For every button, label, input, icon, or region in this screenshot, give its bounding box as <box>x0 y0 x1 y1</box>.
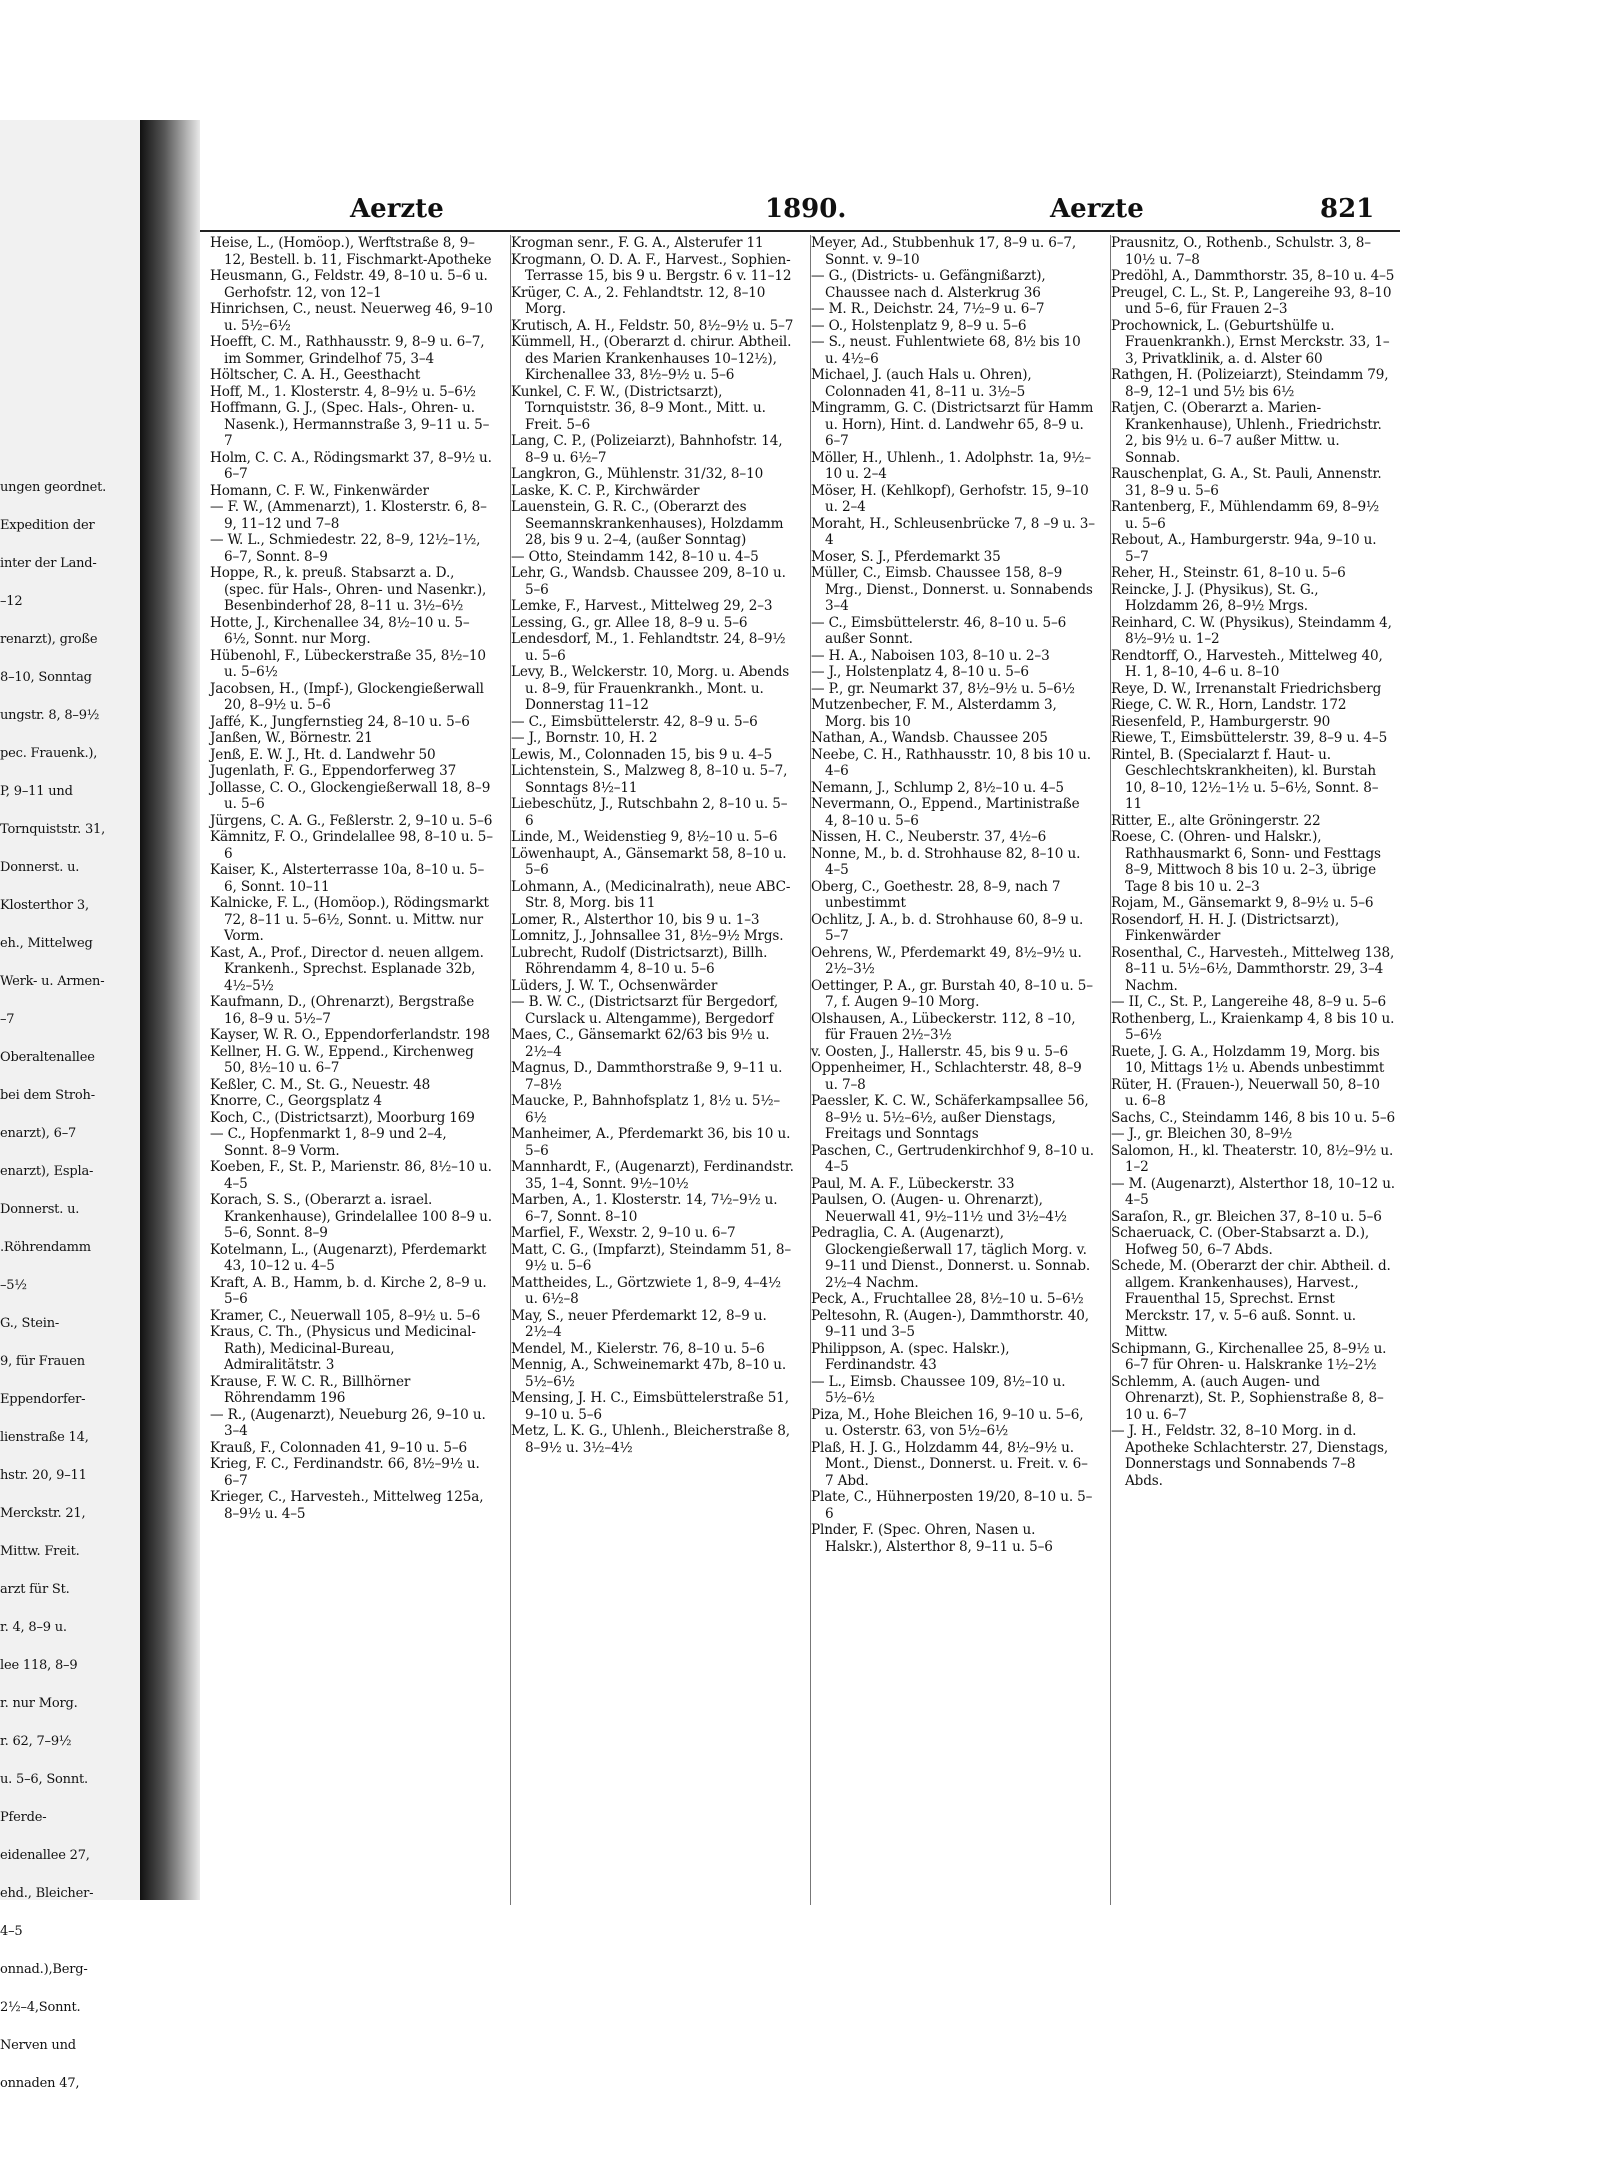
header-right-title: Aerzte <box>1050 194 1144 224</box>
directory-entry: Kraus, C. Th., (Physicus und Medicinal-Rath), Medicinal-Bureau, Admiralitätstr. 3 <box>210 1324 476 1373</box>
directory-entry: Mensing, J. H. C., Eimsbüttelerstraße 51, 9–10 u. 5–6 <box>511 1390 789 1423</box>
directory-entry: — J., Bornstr. 10, H. 2 <box>511 730 658 746</box>
directory-entry: Krogmann, O. D. A. F., Harvest., Sophien-Terrasse 15, bis 9 u. Bergstr. 6 v. 11–12 <box>511 251 792 284</box>
directory-entry: Rosenthal, C., Harvesteh., Mittelweg 138, 8–11 u. 5½–6½, Dammthorstr. 29, 3–4 Nachm. <box>1111 944 1395 994</box>
header-left-title: Aerzte <box>350 194 444 224</box>
directory-entry: Paul, M. A. F., Lübeckerstr. 33 <box>811 1175 1015 1192</box>
directory-entry: Pedraglia, C. A. (Augenarzt), Glockengießerwall 17, täglich Morg. v. 9–11 und Dienst., Donnerst. u. Sonnab. 2½–4 Nachm. <box>811 1225 1091 1291</box>
directory-entry: Knorre, C., Georgsplatz 4 <box>210 1093 382 1109</box>
directory-entry: Kramer, C., Neuerwall 105, 8–9½ u. 5–6 <box>210 1307 481 1324</box>
directory-entry: Reinhard, C. W. (Physikus), Steindamm 4, 8½–9½ u. 1–2 <box>1111 614 1392 647</box>
directory-entry: Mattheides, L., Görtzwiete 1, 8–9, 4–4½ u. 6½–8 <box>511 1274 781 1307</box>
left-page-text-fragment: Merckstr. 21, <box>0 1506 86 1521</box>
directory-entry: Nonne, M., b. d. Strohhause 82, 8–10 u. 4–5 <box>811 845 1081 878</box>
directory-entry: Mingramm, G. C. (Districtsarzt für Hamm u. Horn), Hint. d. Landwehr 65, 8–9 u. 6–7 <box>811 400 1094 449</box>
left-page-text-fragment: hstr. 20, 9–11 <box>0 1468 87 1483</box>
directory-entry: Meyer, Ad., Stubbenhuk 17, 8–9 u. 6–7, Sonnt. v. 9–10 <box>811 235 1077 268</box>
directory-entry: Riesenfeld, P., Hamburgerstr. 90 <box>1111 713 1331 730</box>
left-page-text-fragment: ungen geordnet. <box>0 480 107 495</box>
directory-column-4 <box>1110 235 1395 1905</box>
page-number: 821 <box>1320 194 1375 224</box>
directory-entry: Moraht, H., Schleusenbrücke 7, 8 –9 u. 3–4 <box>811 515 1095 548</box>
directory-entry: Moser, S. J., Pferdemarkt 35 <box>811 548 1001 565</box>
directory-entry: — F. W., (Ammenarzt), 1. Klosterstr. 6, 8–9, 11–12 und 7–8 <box>210 499 487 532</box>
directory-entry: Liebeschütz, J., Rutschbahn 2, 8–10 u. 5–6 <box>511 796 788 829</box>
left-page-text-fragment: Mittw. Freit. <box>0 1544 80 1559</box>
directory-entry: Piza, M., Hohe Bleichen 16, 9–10 u. 5–6, u. Osterstr. 63, von 5½–6½ <box>811 1406 1084 1439</box>
directory-entry: May, S., neuer Pferdemarkt 12, 8–9 u. 2½–4 <box>511 1307 767 1340</box>
directory-entry: — L., Eimsb. Chaussee 109, 8½–10 u. 5½–6½ <box>811 1373 1066 1406</box>
directory-entry: Schipmann, G., Kirchenallee 25, 8–9½ u. 6–7 für Ohren- u. Halskranke 1½–2½ <box>1111 1340 1387 1373</box>
directory-entry: Nemann, J., Schlump 2, 8½–10 u. 4–5 <box>811 779 1064 796</box>
left-page-text-fragment: Nerven und <box>0 2038 76 2053</box>
directory-entry: Matt, C. G., (Impfarzt), Steindamm 51, 8–9½ u. 5–6 <box>511 1241 792 1274</box>
directory-entry: Rendtorff, O., Harvestеh., Mittelweg 40, H. 1, 8–10, 4–6 u. 8–10 <box>1111 647 1383 680</box>
page-header <box>200 190 1400 232</box>
directory-entry: Nevermann, O., Eppend., Martinistraße 4, 8–10 u. 5–6 <box>811 796 1080 829</box>
left-page-text-fragment: –12 <box>0 594 23 609</box>
left-page-edge <box>0 120 142 2091</box>
directory-entry: Ochlitz, J. A., b. d. Strohhause 60, 8–9 u. 5–7 <box>811 911 1084 944</box>
directory-entry: Rantenberg, F., Mühlendamm 69, 8–9½ u. 5–6 <box>1111 499 1379 532</box>
left-page-text-fragment: eh., Mittelweg <box>0 936 93 951</box>
directory-entry: Krieg, F. C., Ferdinandstr. 66, 8½–9½ u. 6–7 <box>210 1456 480 1489</box>
directory-entry: Koch, C., (Districtsarzt), Moorburg 169 <box>210 1109 475 1126</box>
left-page-text-fragment: Donnerst. u. <box>0 1202 80 1217</box>
directory-entry: Kümmell, H., (Oberarzt d. chirur. Abtheil. des Marien Krankenhauses 10–12½), Kirchenallee 33, 8½–9½ u. 5–6 <box>511 334 792 383</box>
directory-entry: Holm, C. C. A., Rödingsmarkt 37, 8–9½ u. 6–7 <box>210 449 492 482</box>
directory-entry: — B. W. C., (Districtsarzt für Bergedorf, Curslack u. Altengamme), Bergedorf <box>511 994 779 1027</box>
directory-entry: Predöhl, A., Dammthorstr. 35, 8–10 u. 4–5 <box>1111 268 1395 284</box>
directory-entry: Marben, A., 1. Klosterstr. 14, 7½–9½ u. 6–7, Sonnt. 8–10 <box>511 1192 778 1225</box>
directory-entry: Ruete, J. G. A., Holzdamm 19, Morg. bis 10, Mittags 1½ u. Abends unbestimmt <box>1111 1043 1385 1076</box>
directory-entry: Lomnitz, J., Johnsallee 31, 8½–9½ Mrgs. <box>511 928 784 944</box>
directory-entry: Riewe, T., Eimsbüttelerstr. 39, 8–9 u. 4–5 <box>1111 730 1388 746</box>
left-page-text-fragment: 2½–4,Sonnt. <box>0 2000 81 2015</box>
directory-entry: Heise, L., (Homöop.), Werftstraße 8, 9–12, Bestell. b. 11, Fischmarkt-Apotheke <box>210 235 492 268</box>
directory-entry: Maes, C., Gänsemarkt 62/63 bis 9½ u. 2½–4 <box>511 1027 770 1060</box>
directory-entry: Janßen, W., Börnestr. 21 <box>210 730 373 746</box>
directory-entry: Reincke, J. J. (Physikus), St. G., Holzdamm 26, 8–9½ Mrgs. <box>1111 581 1319 614</box>
directory-entry: v. Oosten, J., Hallerstr. 45, bis 9 u. 5–6 <box>811 1043 1069 1060</box>
directory-entry: Prausnitz, O., Rothenb., Schulstr. 3, 8–10½ u. 7–8 <box>1111 235 1371 268</box>
directory-entry: Kunkel, C. F. W., (Districtsarzt), Tornquiststr. 36, 8–9 Mont., Mitt. u. Freit. 5–6 <box>511 383 766 433</box>
directory-entry: — J., Holstenplatz 4, 8–10 u. 5–6 <box>811 664 1029 680</box>
directory-page <box>200 150 1410 1930</box>
directory-entry: Kaufmann, D., (Ohrenarzt), Bergstraße 16, 8–9 u. 5½–7 <box>210 994 475 1027</box>
left-page-text-fragment: lienstraße 14, <box>0 1430 89 1445</box>
directory-entry: Kellner, H. G. W., Eppend., Kirchenweg 50, 8½–10 u. 6–7 <box>210 1043 474 1076</box>
left-page-text-fragment: ehd., Bleicher- <box>0 1886 94 1901</box>
directory-columns <box>210 235 1400 1905</box>
directory-entry: Manheimer, A., Pferdemarkt 36, bis 10 u. 5–6 <box>511 1126 791 1159</box>
directory-entry: Ratjen, C. (Oberarzt a. Marien-Krankenhause), Uhlenh., Friedrichstr. 2, bis 9½ u. 6–7 außer Mittw. u. Sonnab. <box>1111 400 1382 466</box>
directory-entry: — R., (Augenarzt), Neueburg 26, 9–10 u. 3–4 <box>210 1406 486 1439</box>
directory-entry: Schede, M. (Oberarzt der chir. Abtheil. d. allgem. Krankenhauses), Harvest., Frauenthal 15, Sprechst. Ernst Merckstr. 17, v. 5–6 auß. Sonnt. u. Mittw. <box>1111 1258 1391 1340</box>
directory-entry: Koeben, F., St. P., Marienstr. 86, 8½–10 u. 4–5 <box>210 1159 492 1192</box>
left-page-text-fragment: Werk- u. Armen- <box>0 974 105 989</box>
directory-entry: — S., neust. Fuhlentwiete 68, 8½ bis 10 u. 4½–6 <box>811 334 1081 367</box>
left-page-text-fragment: –5½ <box>0 1278 27 1293</box>
directory-entry: Keßler, C. M., St. G., Neuestr. 48 <box>210 1076 431 1093</box>
directory-entry: Lubrecht, Rudolf (Districtsarzt), Billh. Röhrendamm 4, 8–10 u. 5–6 <box>511 944 768 977</box>
directory-entry: Roese, C. (Ohren- und Halskr.), Rathhausmarkt 6, Sonn- und Festtags 8–9, Mittwoch 8 bis 10 u. 2–3, übrige Tage 8 bis 10 u. 2–3 <box>1111 829 1381 895</box>
left-page-text-fragment: .Röhrendamm <box>0 1240 91 1255</box>
directory-entry: — J., gr. Bleichen 30, 8–9½ <box>1111 1126 1292 1142</box>
left-page-text-fragment: r. 4, 8–9 u. <box>0 1620 67 1635</box>
directory-entry: Lemke, F., Harvest., Mittelweg 29, 2–3 <box>511 598 773 614</box>
directory-entry: Rosendorf, H. H. J. (Districtsarzt), Finkenwärder <box>1111 911 1340 944</box>
left-page-text-fragment: Klosterthor 3, <box>0 898 89 913</box>
left-page-text-fragment: lee 118, 8–9 <box>0 1658 78 1673</box>
directory-entry: Ritter, E., alte Gröningerstr. 22 <box>1111 812 1321 829</box>
directory-entry: Paulsen, O. (Augen- u. Ohrenarzt), Neuerwall 41, 9½–11½ und 3½–4½ <box>811 1192 1067 1225</box>
directory-entry: Krause, F. W. C. R., Billhörner Röhrendamm 196 <box>210 1373 411 1406</box>
directory-column-1 <box>210 235 494 1905</box>
directory-entry: — O., Holstenplatz 9, 8–9 u. 5–6 <box>811 317 1027 334</box>
left-page-text-fragment: 8–10, Sonntag <box>0 670 92 685</box>
directory-entry: Nathan, A., Wandsb. Chaussee 205 <box>811 730 1048 746</box>
left-page-text-fragment: eidenallee 27, <box>0 1848 90 1863</box>
directory-entry: Oberg, C., Goethestr. 28, 8–9, nach 7 unbestimmt <box>811 878 1061 911</box>
directory-entry: Peck, A., Fruchtallee 28, 8½–10 u. 5–6½ <box>811 1291 1084 1307</box>
directory-entry: Jürgens, C. A. G., Feßlerstr. 2, 9–10 u. 5–6 <box>210 812 493 829</box>
directory-entry: Mendel, M., Kielerstr. 76, 8–10 u. 5–6 <box>511 1340 765 1357</box>
directory-entry: Kotelmann, L., (Augenarzt), Pferdemarkt 43, 10–12 u. 4–5 <box>210 1241 487 1274</box>
left-page-text-fragment: bei dem Stroh- <box>0 1088 95 1103</box>
left-page-text-fragment: 9, für Frauen <box>0 1354 85 1369</box>
directory-entry: Jugenlath, F. G., Eppendorferweg 37 <box>210 763 457 779</box>
directory-entry: Hoefft, C. M., Rathhausstr. 9, 8–9 u. 6–7, im Sommer, Grindelhof 75, 3–4 <box>210 334 485 367</box>
directory-entry: Lomer, R., Alsterthor 10, bis 9 u. 1–3 <box>511 911 760 928</box>
directory-entry: — P., gr. Neumarkt 37, 8½–9½ u. 5–6½ <box>811 680 1075 697</box>
left-page-text-fragment: Expedition der <box>0 518 95 533</box>
directory-entry: Kast, A., Prof., Director d. neuen allgem. Krankenh., Sprechst. Esplanade 32b, 4½–5½ <box>210 944 484 994</box>
directory-entry: — W. L., Schmiedestr. 22, 8–9, 12½–1½, 6–7, Sonnt. 8–9 <box>210 532 481 565</box>
directory-entry: Lichtenstein, S., Malzweg 8, 8–10 u. 5–7, Sonntags 8½–11 <box>511 763 788 796</box>
directory-entry: Oehrens, W., Pferdemarkt 49, 8½–9½ u. 2½–3½ <box>811 944 1082 977</box>
directory-entry: Jollasse, C. O., Glockengießerwall 18, 8–9 u. 5–6 <box>210 779 491 812</box>
directory-entry: Plnder, F. (Spec. Ohren, Nasen u. Halskr.), Alsterthor 8, 9–11 u. 5–6 <box>811 1522 1053 1555</box>
directory-entry: Hübenohl, F., Lübeckerstraße 35, 8½–10 u. 5–6½ <box>210 647 486 680</box>
directory-entry: Langkron, G., Mühlenstr. 31/32, 8–10 <box>511 466 764 482</box>
directory-entry: — G., (Districts- u. Gefängnißarzt), Chaussee nach d. Alsterkrug 36 <box>811 268 1046 301</box>
directory-entry: Lauenstein, G. R. C., (Oberarzt des Seemannskrankenhauses), Holzdamm 28, bis 9 u. 2–4, (außer Sonntag) <box>511 499 784 548</box>
directory-entry: Krauß, F., Colonnaden 41, 9–10 u. 5–6 <box>210 1439 468 1456</box>
directory-entry: Sachs, C., Steindamm 146, 8 bis 10 u. 5–6 <box>1111 1109 1395 1126</box>
directory-entry: Krutisch, A. H., Feldstr. 50, 8½–9½ u. 5–7 <box>511 317 794 334</box>
directory-entry: Rojam, M., Gänsemarkt 9, 8–9½ u. 5–6 <box>1111 895 1374 911</box>
left-page-text-fragment: Eppendorfer- <box>0 1392 86 1407</box>
directory-entry: Neebe, C. H., Rathhausstr. 10, 8 bis 10 u. 4–6 <box>811 746 1091 779</box>
directory-entry: Kraft, A. B., Hamm, b. d. Kirche 2, 8–9 u. 5–6 <box>210 1274 487 1307</box>
directory-entry: Salomon, H., kl. Theaterstr. 10, 8½–9½ u. 1–2 <box>1111 1142 1394 1175</box>
directory-entry: Lohmann, A., (Medicinalrath), neue ABC-Str. 8, Morg. bis 11 <box>511 878 791 911</box>
directory-entry: Korach, S. S., (Oberarzt a. israel. Krankenhause), Grindelallee 100 8–9 u. 5–6, Sonnt. 8–9 <box>210 1192 492 1241</box>
directory-entry: — C., Eimsbüttelerstr. 42, 8–9 u. 5–6 <box>511 713 758 730</box>
directory-entry: Lehr, G., Wandsb. Chaussee 209, 8–10 u. 5–6 <box>511 565 786 598</box>
directory-entry: Oppenheimer, H., Schlachterstr. 48, 8–9 u. 7–8 <box>811 1060 1082 1093</box>
directory-entry: Möser, H. (Kehlkopf), Gerhofstr. 15, 9–10 u. 2–4 <box>811 482 1089 515</box>
directory-entry: Linde, M., Weidenstieg 9, 8½–10 u. 5–6 <box>511 829 778 845</box>
directory-entry: Lewis, M., Colonnaden 15, bis 9 u. 4–5 <box>511 746 773 763</box>
left-page-text-fragment: enarzt), 6–7 <box>0 1126 77 1141</box>
directory-entry: Lendesdorf, M., 1. Fehlandtstr. 24, 8–9½ u. 5–6 <box>511 631 786 664</box>
directory-entry: Nissen, H. C., Neuberstr. 37, 4½–6 <box>811 829 1047 845</box>
left-page-text-fragment: r. 62, 7–9½ <box>0 1734 72 1749</box>
directory-entry: Heusmann, G., Feldstr. 49, 8–10 u. 5–6 u. Gerhofstr. 12, von 12–1 <box>210 268 488 301</box>
directory-entry: — M. (Augenarzt), Alsterthor 18, 10–12 u. 4–5 <box>1111 1175 1395 1208</box>
directory-entry: Mannhardt, F., (Augenarzt), Ferdinandstr. 35, 1–4, Sonnt. 9½–10½ <box>511 1159 794 1192</box>
directory-entry: Mutzenbecher, F. M., Alsterdamm 3, Morg. bis 10 <box>811 697 1057 730</box>
directory-entry: Müller, C., Eimsb. Chaussee 158, 8–9 Mrg., Dienst., Donnerst. u. Sonnabends 3–4 <box>811 565 1093 614</box>
directory-entry: Hoffmann, G. J., (Spec. Hals-, Ohren- u. Nasenk.), Hermannstraße 3, 9–11 u. 5–7 <box>210 400 490 449</box>
header-year: 1890. <box>765 194 847 224</box>
directory-entry: Jacobsen, H., (Impf-), Glockengießerwall 20, 8–9½ u. 5–6 <box>210 680 484 713</box>
directory-entry: Marfiel, F., Wexstr. 2, 9–10 u. 6–7 <box>511 1225 736 1241</box>
directory-entry: Magnus, D., Dammthorstraße 9, 9–11 u. 7–8½ <box>511 1060 783 1093</box>
directory-entry: Hoff, M., 1. Klosterstr. 4, 8–9½ u. 5–6½ <box>210 383 476 400</box>
directory-entry: Kayser, W. R. O., Eppendorferlandstr. 198 <box>210 1027 490 1043</box>
directory-entry: Kämnitz, F. O., Grindelallee 98, 8–10 u. 5–6 <box>210 829 493 862</box>
directory-entry: — Otto, Steindamm 142, 8–10 u. 4–5 <box>511 548 759 565</box>
directory-entry: Preugel, C. L., St. P., Langereihe 93, 8–10 und 5–6, für Frauen 2–3 <box>1111 284 1392 317</box>
directory-entry: Rathgen, H. (Polizeiarzt), Steindamm 79, 8–9, 12–1 und 5½ bis 6½ <box>1111 367 1389 400</box>
left-page-text-fragment: inter der Land- <box>0 556 97 571</box>
left-page-text-fragment: arzt für St. <box>0 1582 70 1597</box>
directory-entry: Schlemm, A. (auch Augen- und Ohrenarzt), St. P., Sophienstraße 8, 8–10 u. 6–7 <box>1111 1373 1384 1423</box>
directory-entry: Hoppe, R., k. preuß. Stabsarzt a. D., (spec. für Hals-, Ohren- und Nasenkr.), Besenbinderhof 28, 8–11 u. 3½–6½ <box>210 565 487 614</box>
directory-entry: Saraſon, R., gr. Bleichen 37, 8–10 u. 5–6 <box>1111 1208 1382 1225</box>
directory-entry: Michael, J. (auch Hals u. Ohren), Colonnaden 41, 8–11 u. 3½–5 <box>811 367 1032 400</box>
left-page-text-fragment: Pferde- <box>0 1810 47 1825</box>
directory-entry: Philippson, A. (spec. Halskr.), Ferdinandstr. 43 <box>811 1340 1010 1373</box>
directory-entry: Höltscher, C. A. H., Geesthacht <box>210 367 421 383</box>
left-page-text-fragment: ungstr. 8, 8–9½ <box>0 708 100 723</box>
left-page-text-fragment: pec. Frauenk.), <box>0 746 98 761</box>
directory-column-2 <box>510 235 795 1905</box>
directory-entry: — C., Eimsbüttelerstr. 46, 8–10 u. 5–6 außer Sonnt. <box>811 614 1067 647</box>
directory-entry: Hotte, J., Kirchenallee 34, 8½–10 u. 5–6½, Sonnt. nur Morg. <box>210 614 470 647</box>
left-page-text-fragment: Oberaltenallee <box>0 1050 95 1065</box>
left-page-text-fragment: renarzt), große <box>0 632 98 647</box>
directory-entry: Paessler, K. C. W., Schäferkampsallee 56, 8–9½ u. 5½–6½, außer Dienstags, Freitags und Sonntags <box>811 1093 1089 1142</box>
directory-entry: Krüger, C. A., 2. Fehlandtstr. 12, 8–10 Morg. <box>511 284 766 317</box>
directory-entry: Hinrichsen, C., neust. Neuerweg 46, 9–10 u. 5½–6½ <box>210 301 493 334</box>
left-page-text-fragment: G., Stein- <box>0 1316 60 1331</box>
left-page-text-fragment: Donnerst. u. <box>0 860 80 875</box>
left-page-text-fragment: onnaden 47, <box>0 2076 80 2091</box>
directory-entry: Plaß, H. J. G., Holzdamm 44, 8½–9½ u. Mont., Dienst., Donnerst. u. Freit. v. 6–7 Abd. <box>811 1439 1088 1489</box>
directory-entry: Rintel, B. (Specialarzt f. Haut- u. Geschlechtskrankheiten), kl. Burstah 10, 8–10, 12½–1½ u. 5–6½, Sonnt. 8–11 <box>1111 746 1379 812</box>
directory-entry: Löwenhaupt, A., Gänsemarkt 58, 8–10 u. 5–6 <box>511 845 787 878</box>
directory-entry: Rebout, A., Hamburgerstr. 94a, 9–10 u. 5–7 <box>1111 532 1377 565</box>
left-page-text-fragment: r. nur Morg. <box>0 1696 78 1711</box>
directory-entry: Paschen, C., Gertrudenkirchhof 9, 8–10 u. 4–5 <box>811 1142 1094 1175</box>
directory-entry: Kalnicke, F. L., (Homöop.), Rödingsmarkt 72, 8–11 u. 5–6½, Sonnt. u. Mittw. nur Vorm. <box>210 895 489 944</box>
directory-entry: Kaiser, K., Alsterterrasse 10a, 8–10 u. 5–6, Sonnt. 10–11 <box>210 862 485 895</box>
directory-entry: — H. A., Naboisen 103, 8–10 u. 2–3 <box>811 647 1050 664</box>
directory-entry: Prochownick, L. (Geburtshülfe u. Frauenkrankh.), Ernst Merckstr. 33, 1–3, Privatklinik, a. d. Alster 60 <box>1111 317 1390 367</box>
directory-entry: Metz, L. K. G., Uhlenh., Bleicherstraße 8, 8–9½ u. 3½–4½ <box>511 1423 790 1456</box>
directory-entry: Levy, B., Welckerstr. 10, Morg. u. Abends u. 8–9, für Frauenkrankh., Mont. u. Donnerstag 11–12 <box>511 664 790 713</box>
directory-entry: — M. R., Deichstr. 24, 7½–9 u. 6–7 <box>811 301 1045 317</box>
directory-entry: Reye, D. W., Irrenanstalt Friedrichsberg <box>1111 680 1382 697</box>
left-page-text-fragment: –7 <box>0 1012 15 1027</box>
directory-entry: Rothenberg, L., Kraienkamp 4, 8 bis 10 u. 5–6½ <box>1111 1010 1395 1043</box>
left-page-text-fragment: enarzt), Espla- <box>0 1164 94 1179</box>
left-page-text-fragment: onnad.),Berg- <box>0 1962 88 1977</box>
directory-entry: Oettinger, P. A., gr. Burstah 40, 8–10 u. 5–7, f. Augen 9–10 Morg. <box>811 977 1093 1010</box>
directory-entry: Laske, K. C. P., Kirchwärder <box>511 482 700 499</box>
left-page-text-fragment: Tornquiststr. 31, <box>0 822 106 837</box>
directory-entry: Plate, C., Hühnerposten 19/20, 8–10 u. 5–6 <box>811 1489 1093 1522</box>
directory-entry: Rüter, H. (Frauen-), Neuerwall 50, 8–10 u. 6–8 <box>1111 1076 1380 1109</box>
directory-entry: — J. H., Feldstr. 32, 8–10 Morg. in d. Apotheke Schlachterstr. 27, Dienstags, Donnerstags und Sonnabends 7–8 Abds. <box>1111 1423 1388 1489</box>
directory-entry: Schaeruack, C. (Ober-Stabsarzt a. D.), Hofweg 50, 6–7 Abds. <box>1111 1225 1370 1258</box>
directory-entry: Lüders, J. W. T., Ochsenwärder <box>511 977 718 994</box>
directory-entry: Reher, H., Steinstr. 61, 8–10 u. 5–6 <box>1111 565 1346 581</box>
directory-entry: Maucke, P., Bahnhofsplatz 1, 8½ u. 5½–6½ <box>511 1093 781 1126</box>
book-gutter <box>140 120 200 1900</box>
directory-entry: Jaffé, K., Jungfernstieg 24, 8–10 u. 5–6 <box>210 713 470 730</box>
directory-entry: Homann, C. F. W., Finkenwärder <box>210 482 429 499</box>
directory-entry: Jenß, E. W. J., Ht. d. Landwehr 50 <box>210 746 436 763</box>
directory-entry: Lessing, G., gr. Allee 18, 8–9 u. 5–6 <box>511 614 748 631</box>
directory-entry: Möller, H., Uhlenh., 1. Adolphstr. 1a, 9½–10 u. 2–4 <box>811 449 1091 482</box>
directory-entry: Krieger, C., Harvestеh., Mittelweg 125a, 8–9½ u. 4–5 <box>210 1489 484 1522</box>
directory-column-3 <box>810 235 1095 1905</box>
directory-entry: Riege, C. W. R., Horn, Landstr. 172 <box>1111 697 1347 713</box>
directory-entry: Krogman senr., F. G. A., Alsterufer 11 <box>511 235 764 251</box>
directory-entry: Olshausen, A., Lübeckerstr. 112, 8 –10, für Frauen 2½–3½ <box>811 1010 1076 1043</box>
left-page-text-fragment: 4–5 <box>0 1924 23 1939</box>
directory-entry: Peltesohn, R. (Augen-), Dammthorstr. 40, 9–11 und 3–5 <box>811 1307 1089 1340</box>
directory-entry: Lang, C. P., (Polizeiarzt), Bahnhofstr. 14, 8–9 u. 6½–7 <box>511 433 783 466</box>
directory-entry: — C., Hopfenmarkt 1, 8–9 und 2–4, Sonnt. 8–9 Vorm. <box>210 1126 447 1159</box>
directory-entry: Rauschenplat, G. A., St. Pauli, Annenstr. 31, 8–9 u. 5–6 <box>1111 466 1382 499</box>
left-page-text-fragment: P, 9–11 und <box>0 784 73 799</box>
left-page-text-fragment: u. 5–6, Sonnt. <box>0 1772 88 1787</box>
directory-entry: — II, C., St. P., Langereihe 48, 8–9 u. 5–6 <box>1111 994 1386 1010</box>
directory-entry: Mennig, A., Schweinemarkt 47b, 8–10 u. 5½–6½ <box>511 1357 787 1390</box>
